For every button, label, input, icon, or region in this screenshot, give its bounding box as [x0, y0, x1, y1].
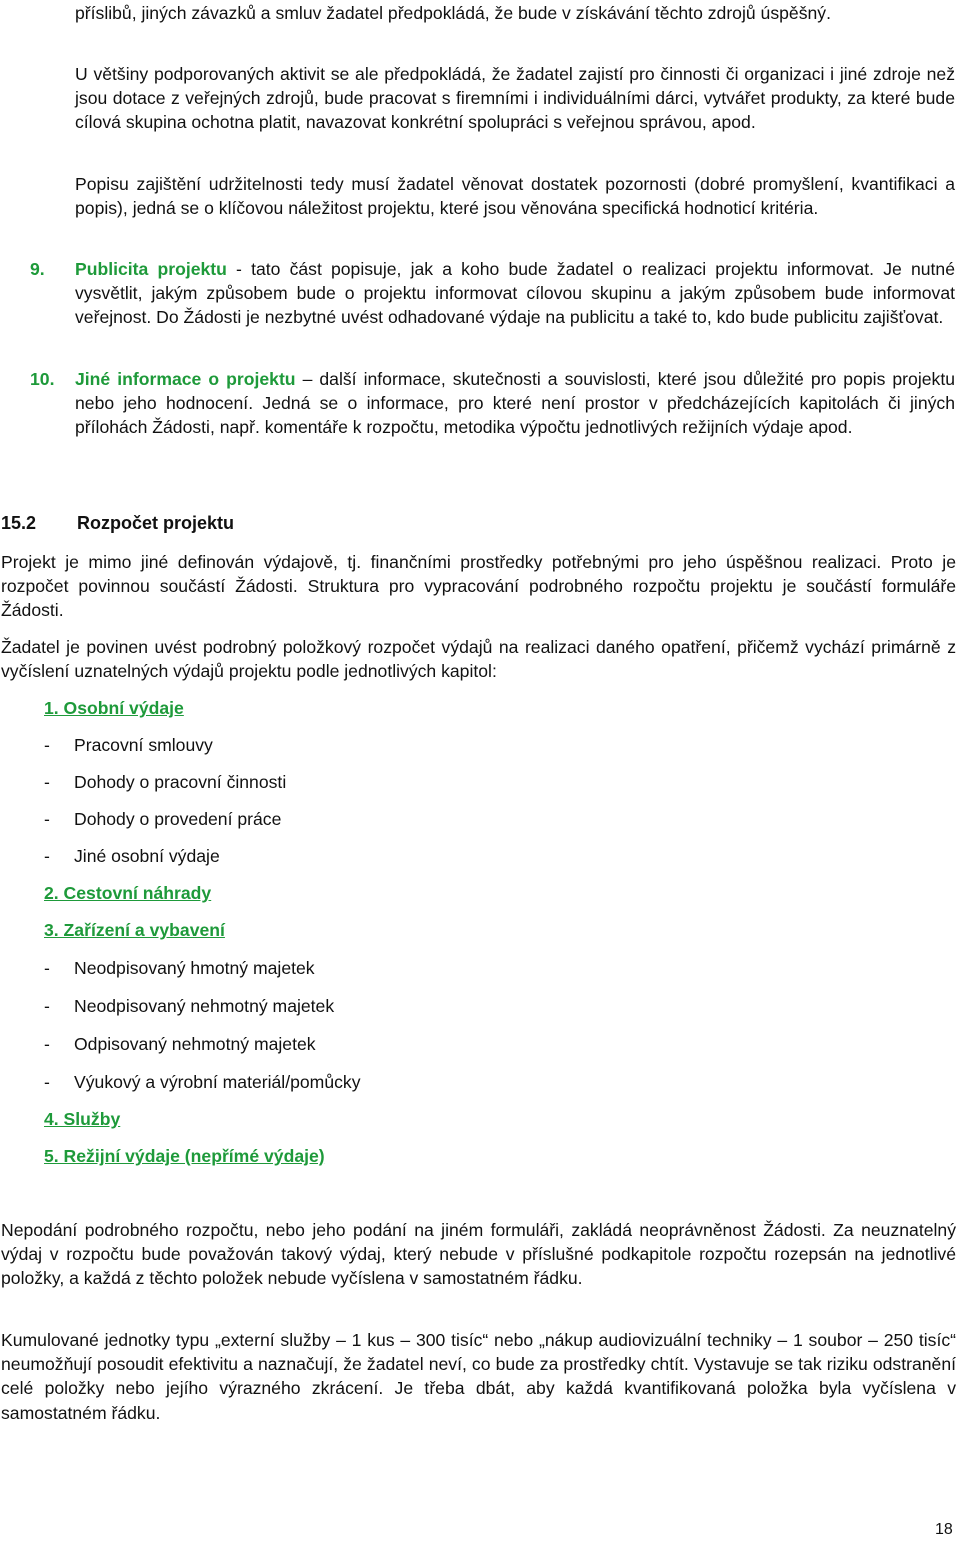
dash: -: [44, 735, 50, 755]
list-item: [44, 956, 315, 980]
list-item-label: Dohody o pracovní činnosti: [74, 772, 287, 792]
list-item: [44, 994, 334, 1018]
dash: -: [44, 958, 50, 978]
list-item: [44, 733, 213, 757]
chapter-services: 4. Služby: [44, 1109, 121, 1129]
section-title: Rozpočet projektu: [77, 513, 235, 533]
paragraph-sustainability-description: Popisu zajištění udržitelnosti tedy musí žadatel věnovat dostatek pozornosti (dobré promyšlení, kvantifikaci a popis), jedná se o klíčovou náležitost projektu, které jsou věnována specifická hodnoticí kritéria.: [75, 174, 955, 219]
item-title: Publicita projektu: [75, 259, 227, 279]
list-item-label: Odpisovaný nehmotný majetek: [74, 1034, 316, 1054]
dash: -: [44, 1072, 50, 1092]
list-item-label: Neodpisovaný hmotný majetek: [74, 958, 315, 978]
item-body: - tato část popisuje, jak a koho bude žadatel o realizaci projektu informovat. Je nutné vysvětlit, jakým způsobem bude o projektu informovat cílovou skupinu a jakým způsobem bude informovat veřejnost. Do Žádosti je nezbytné uvést odhadované výdaje na publicitu a také to, kdo bude publicitu zajišťovat.: [75, 259, 955, 328]
dash: -: [44, 846, 50, 866]
chapter-overhead: 5. Režijní výdaje (nepřímé výdaje): [44, 1146, 325, 1166]
dash: -: [44, 809, 50, 829]
paragraph-sustainability-end: příslibů, jiných závazků a smluv žadatel předpokládá, že bude v získávání těchto zdrojů úspěšný.: [75, 3, 831, 23]
item-text: [75, 367, 955, 440]
list-item-label: Neodpisovaný nehmotný majetek: [74, 996, 335, 1016]
list-item-label: Výukový a výrobní materiál/pomůcky: [74, 1072, 361, 1092]
dash: -: [44, 772, 50, 792]
paragraph-budget-obligation: Žadatel je povinen uvést podrobný položkový rozpočet výdajů na realizaci daného opatření, přičemž vychází primárně z vyčíslení uznatelných výdajů projektu podle jednotlivých kapitol:: [1, 637, 956, 682]
dash: -: [44, 996, 50, 1016]
chapter-equipment: 3. Zařízení a vybavení: [44, 920, 225, 940]
paragraph-budget-definition: Projekt je mimo jiné definován výdajově, tj. finančními prostředky potřebnými pro jeho úspěšnou realizaci. Proto je rozpočet povinnou součástí Žádosti. Struktura pro vypracování podrobného rozpočtu projektu je součástí formuláře Žádosti.: [1, 552, 956, 621]
chapter-travel-costs: 2. Cestovní náhrady: [44, 883, 212, 903]
section-heading: [1, 511, 234, 535]
item-number: 9.: [30, 259, 45, 279]
paragraph-cumulative-units: Kumulované jednotky typu „externí služby – 1 kus – 300 tisíc“ nebo „nákup audiovizuální techniky – 1 soubor – 250 tisíc“ neumožňují posoudit efektivitu a naznačují, že žadatel neví, co bude za prostředky chtít. Vystavuje se tak riziku odstranění celé položky nebo jejího výrazného zkrácení. Je třeba dbát, aby každá kvantifikovaná položka byla vyčíslena v samostatném řádku.: [1, 1330, 956, 1423]
list-item: [44, 844, 220, 868]
item-text: [75, 257, 955, 330]
item-number: 10.: [30, 369, 55, 389]
list-item: [44, 770, 286, 794]
list-item: [44, 1070, 361, 1094]
item-title: Jiné informace o projektu: [75, 369, 296, 389]
paragraph-ineligibility: Nepodání podrobného rozpočtu, nebo jeho podání na jiném formuláři, zakládá neoprávněnost Žádosti. Za neuznatelný výdaj v rozpočtu bude považován takový výdaj, který nebude v příslušné podkapitole rozpočtu rozepsán na jednotlivé položky, a každá z těchto položek nebude vyčíslena v samostatném řádku.: [1, 1220, 956, 1289]
list-item: [44, 1032, 316, 1056]
list-item-label: Pracovní smlouvy: [74, 735, 213, 755]
dash: -: [44, 1034, 50, 1054]
paragraph-other-sources: U většiny podporovaných aktivit se ale předpokládá, že žadatel zajistí pro činnosti či organizaci i jiné zdroje než jsou dotace z veřejných zdrojů, bude pracovat s firemními i individuálními dárci, vytvářet produkty, za které bude cílová skupina ochotna platit, navazovat konkrétní spolupráci s veřejnou správou, apod.: [75, 64, 955, 133]
list-item-label: Jiné osobní výdaje: [74, 846, 220, 866]
list-item: [44, 807, 281, 831]
item-body: – další informace, skutečnosti a souvislosti, které jsou důležité pro popis projektu nebo jeho hodnocení. Jedná se o informace, pro které není prostor v předcházejících kapitolách či jiných přílohách Žádosti, např. komentáře k rozpočtu, metodika výpočtu jednotlivých režijních výdaje apod.: [75, 369, 955, 438]
chapter-personal-costs: 1. Osobní výdaje: [44, 698, 184, 718]
section-number: 15.2: [1, 513, 37, 533]
page-number: 18: [935, 1521, 953, 1538]
list-item-label: Dohody o provedení práce: [74, 809, 282, 829]
